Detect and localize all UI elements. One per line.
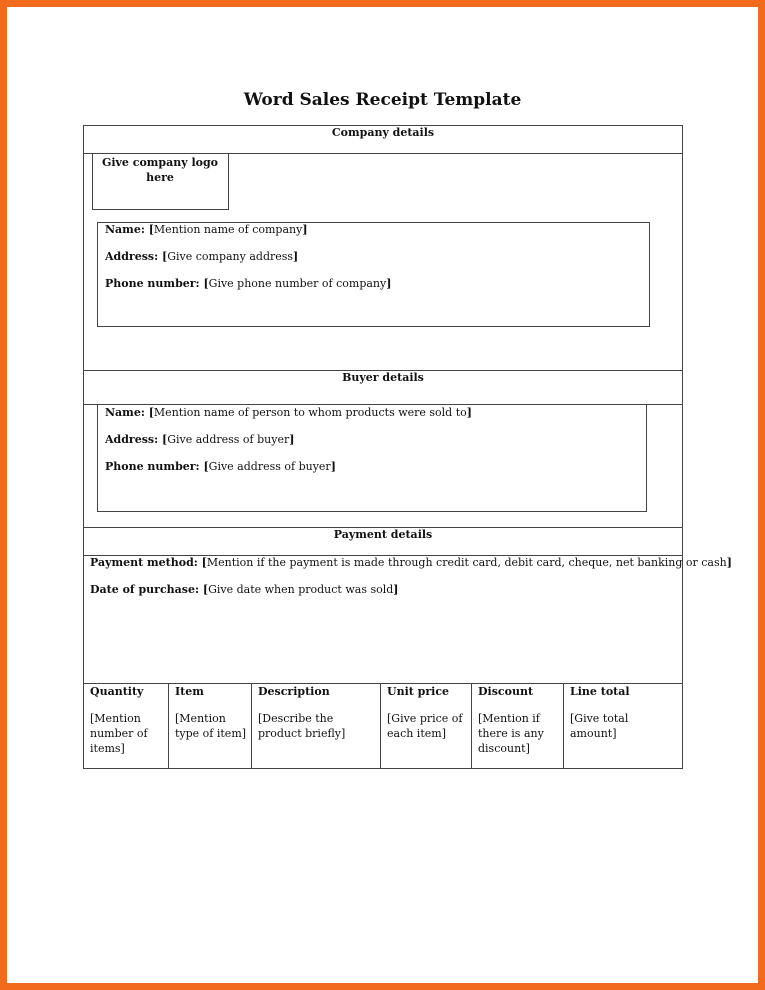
payment-method-value: Mention if the payment is made through credit card, debit card, cheque, net banking or cash (206, 556, 727, 569)
logo-placeholder-text: Give company logo here (101, 156, 219, 184)
bracket: ] (302, 223, 308, 236)
buyer-name-label: Name: [ (105, 406, 154, 419)
company-address-line (105, 250, 298, 263)
company-name-line (105, 223, 308, 236)
purchase-date-label: Date of purchase: [ (90, 583, 209, 596)
table-cell-item: [Mention type of item] (175, 712, 247, 740)
payment-method-line (90, 556, 732, 569)
buyer-info-box (97, 404, 647, 512)
column-header-line-total: Line total (570, 685, 630, 698)
bracket: ] (289, 433, 295, 446)
table-cell-discount: [Mention if there is any discount] (478, 712, 544, 755)
purchase-date-line (90, 583, 399, 596)
table-cell-description: [Describe the product briefly] (258, 712, 346, 740)
buyer-phone-value: Give address of buyer (208, 460, 331, 473)
table-cell-unit-price: [Give price of each item] (387, 712, 463, 740)
bracket: ] (726, 556, 732, 569)
buyer-phone-line (105, 460, 336, 473)
column-divider (471, 683, 472, 769)
buyer-address-value: Give address of buyer (167, 433, 290, 446)
company-phone-label: Phone number: [ (105, 277, 209, 290)
purchase-date-value: Give date when product was sold (208, 583, 394, 596)
company-name-value: Mention name of company (153, 223, 303, 236)
company-address-value: Give company address (167, 250, 294, 263)
buyer-address-line (105, 433, 294, 446)
company-phone-value: Give phone number of company (208, 277, 387, 290)
buyer-name-line (105, 406, 472, 419)
bracket: ] (330, 460, 336, 473)
bracket: ] (466, 406, 472, 419)
column-divider (251, 683, 252, 769)
column-header-quantity: Quantity (90, 685, 144, 698)
table-cell-line-total: [Give total amount] (570, 712, 629, 740)
company-info-box (97, 222, 650, 327)
table-cell-quantity: [Mention number of items] (90, 712, 148, 755)
buyer-name-value: Mention name of person to whom products were sold to (153, 406, 467, 419)
column-divider (380, 683, 381, 769)
company-name-label: Name: [ (105, 223, 154, 236)
payment-section-header: Payment details (333, 528, 433, 541)
bracket: ] (293, 250, 299, 263)
company-address-label: Address: [ (105, 250, 168, 263)
payment-method-label: Payment method: [ (90, 556, 207, 569)
column-divider (168, 683, 169, 769)
column-header-discount: Discount (478, 685, 534, 698)
buyer-section-header: Buyer details (342, 371, 424, 384)
company-section-header: Company details (331, 126, 435, 139)
column-header-description: Description (258, 685, 330, 698)
column-header-item: Item (175, 685, 204, 698)
company-phone-line (105, 277, 391, 290)
column-divider (563, 683, 564, 769)
buyer-address-label: Address: [ (105, 433, 168, 446)
document-title: Word Sales Receipt Template (243, 90, 522, 110)
bracket: ] (393, 583, 399, 596)
buyer-phone-label: Phone number: [ (105, 460, 209, 473)
column-header-unit-price: Unit price (387, 685, 450, 698)
bracket: ] (386, 277, 392, 290)
